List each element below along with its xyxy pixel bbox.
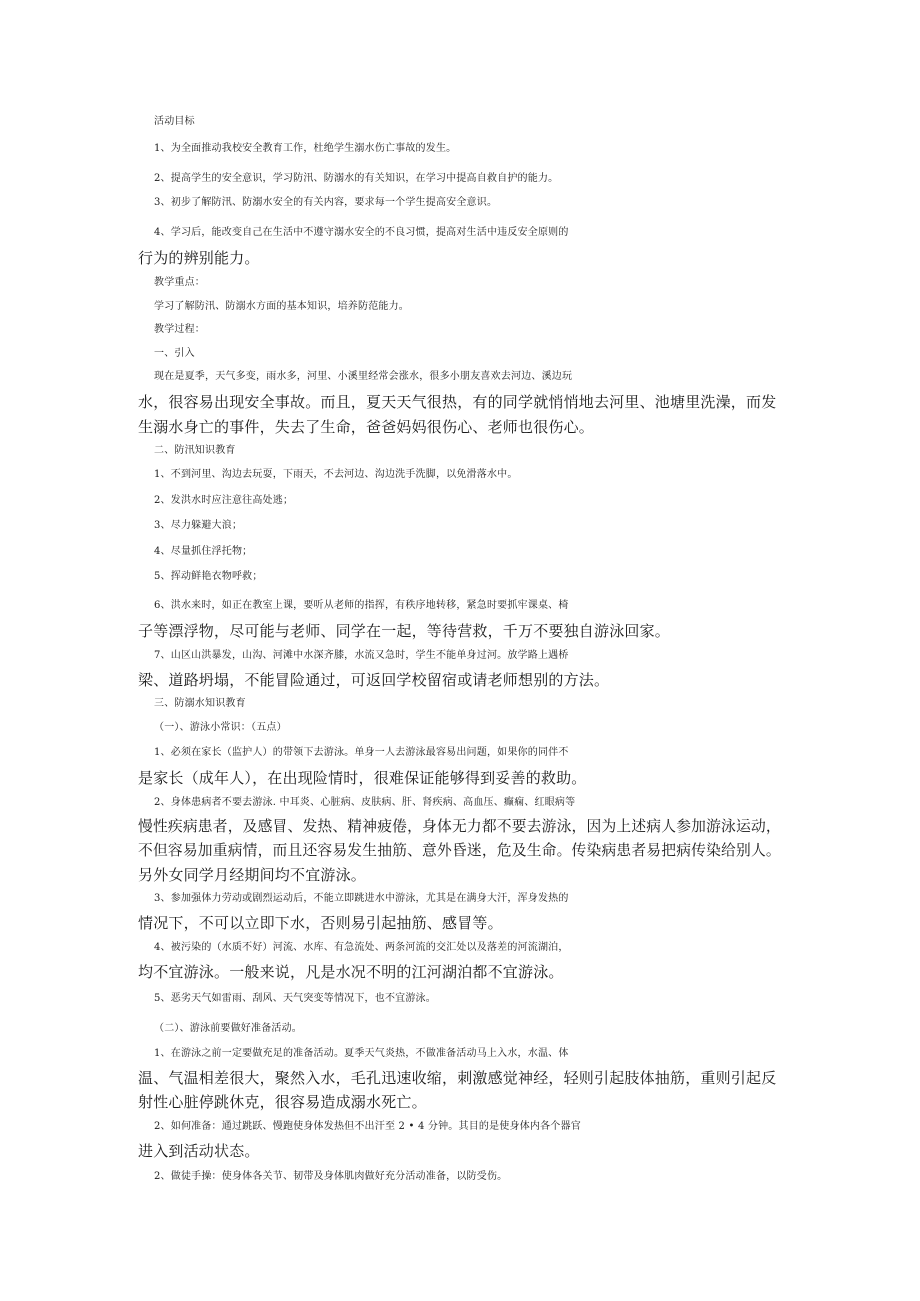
subheading-swimming-tips: （一）、游泳小常识：（五点） [154,722,287,733]
goal-item-2: 2、提高学生的安全意识，学习防汛、防溺水的有关知识，在学习中提高自救自护的能力。 [154,173,559,184]
heading-teaching-process: 教学过程： [154,324,205,335]
swim-tip-3: 3、参加强体力劳动或剧烈运动后，不能立即跳进水中游泳，尤其是在满身大汗，浑身发热的 [154,893,569,904]
swim-tip-3-cont: 情况下，不可以立即下水，否则易引起抽筋、感冒等。 [138,914,503,932]
intro-paragraph-line-1: 现在是夏季，天气多变，雨水多，河里、小溪里经常会涨水，很多小朋友喜欢去河边、溪边玩 [154,371,573,382]
prep-item-3: 2、做徒手操：使身体各关节、韧带及身体肌肉做好充分活动准备，以防受伤。 [154,1171,508,1182]
prep-item-1-cont-1: 温、气温相差很大，聚然入水，毛孔迅速收缩，刺激感觉神经，轻则引起肢体抽筋，重则引起反 [138,1069,777,1087]
subheading-preparation: （二）、游泳前要做好准备活动。 [154,1023,302,1034]
swim-tip-2-cont-3: 另外女同学月经期间均不宜游泳。 [138,866,367,884]
swim-tip-1: 1、必须在家长（监护人）的带领下去游泳。单身一人去游泳最容易出问题，如果你的同伴不 [154,747,569,758]
flood-item-6-cont: 子等漂浮物，尽可能与老师、同学在一起，等待营救，千万不要独自游泳回家。 [138,622,671,640]
swim-tip-4-cont: 均不宜游泳。一般来说，凡是水况不明的江河湖泊都不宜游泳。 [138,963,564,981]
intro-paragraph-line-2: 水，很容易出现安全事故。而且，夏天天气很热，有的同学就悄悄地去河里、池塘里洗澡，而发 [138,393,777,411]
swim-tip-4: 4、被污染的（水质不好）河流、水库、有急流处、两条河流的交汇处以及落差的河流湖泊， [154,942,569,953]
heading-drowning-knowledge: 三、防溺水知识教育 [154,698,246,709]
swim-tip-2-cont-1: 慢性疾病患者，及感冒、发热、精神疲倦，身体无力都不要去游泳，因为上述病人参加游泳运动， [138,818,781,835]
goal-item-1: 1、为全面推动我校安全教育工作，杜绝学生溺水伤亡事故的发生。 [154,143,457,154]
goal-item-4: 4、学习后，能改变自己在生活中不遵守溺水安全的不良习惯，提高对生活中违反安全原则的 [154,227,569,238]
flood-item-7: 7、山区山洪暴发，山沟、河滩中水深齐膝，水流又急时，学生不能单身过河。放学路上遇桥 [154,650,569,661]
flood-item-5: 5、挥动鲜艳衣物呼救； [154,571,263,582]
flood-item-7-cont: 梁、道路坍塌，不能冒险通过，可返回学校留宿或请老师想别的方法。 [138,671,610,689]
flood-item-6: 6、洪水来时，如正在教室上课，要听从老师的指挥，有秩序地转移，紧急时要抓牢课桌、椅 [154,600,569,611]
goal-item-4-cont: 行为的辨别能力。 [138,249,260,267]
swim-tip-5: 5、恶劣天气如雷雨、刮风、天气突变等情况下，也不宜游泳。 [154,993,436,1004]
flood-item-4: 4、尽量抓住浮托物； [154,546,253,557]
flood-item-2: 2、发洪水时应注意往高处逃； [154,495,294,506]
prep-item-1: 1、在游泳之前一定要做充足的准备活动。夏季天气炎热，不做准备活动马上入水，水温、体 [154,1048,569,1059]
swim-tip-1-cont: 是家长（成年人），在出现险情时，很难保证能够得到妥善的救助。 [138,769,587,787]
prep-item-2: 2、如何准备：通过跳跃、慢跑使身体发热但不出汗至 2 • 4 分钟。其目的是使身体内各个器官 [154,1121,581,1132]
swim-tip-2-cont-2: 不但容易加重病情，而且还容易发生抽筋、意外昏迷，危及生命。传染病患者易把病传染给别人。 [138,842,781,859]
flood-item-1: 1、不到河里、沟边去玩耍，下雨天，不去河边、沟边洗手洗脚，以免滑落水中。 [154,469,518,480]
heading-key-points: 教学重点： [154,277,205,288]
intro-paragraph-line-3: 生溺水身亡的事件，失去了生命，爸爸妈妈很伤心、老师也很伤心。 [138,418,595,436]
swim-tip-2: 2、身体患病者不要去游泳. 中耳炎、心脏病、皮肤病、肝、肾疾病、高血压、癫痫、红眼病等 [154,797,576,808]
prep-item-1-cont-2: 射性心脏停跳休克，很容易造成溺水死亡。 [138,1093,427,1111]
heading-intro: 一、引入 [154,348,195,359]
prep-item-2-cont: 进入到活动状态。 [138,1142,260,1160]
key-points-text: 学习了解防汛、防溺水方面的基本知识，培养防范能力。 [154,301,409,312]
flood-item-3: 3、尽力躲避大浪； [154,520,243,531]
goal-item-3: 3、初步了解防汛、防溺水安全的有关内容，要求每一个学生提高安全意识。 [154,197,498,208]
heading-activity-goals: 活动目标 [154,116,195,127]
heading-flood-knowledge: 二、防汛知识教育 [154,445,236,456]
